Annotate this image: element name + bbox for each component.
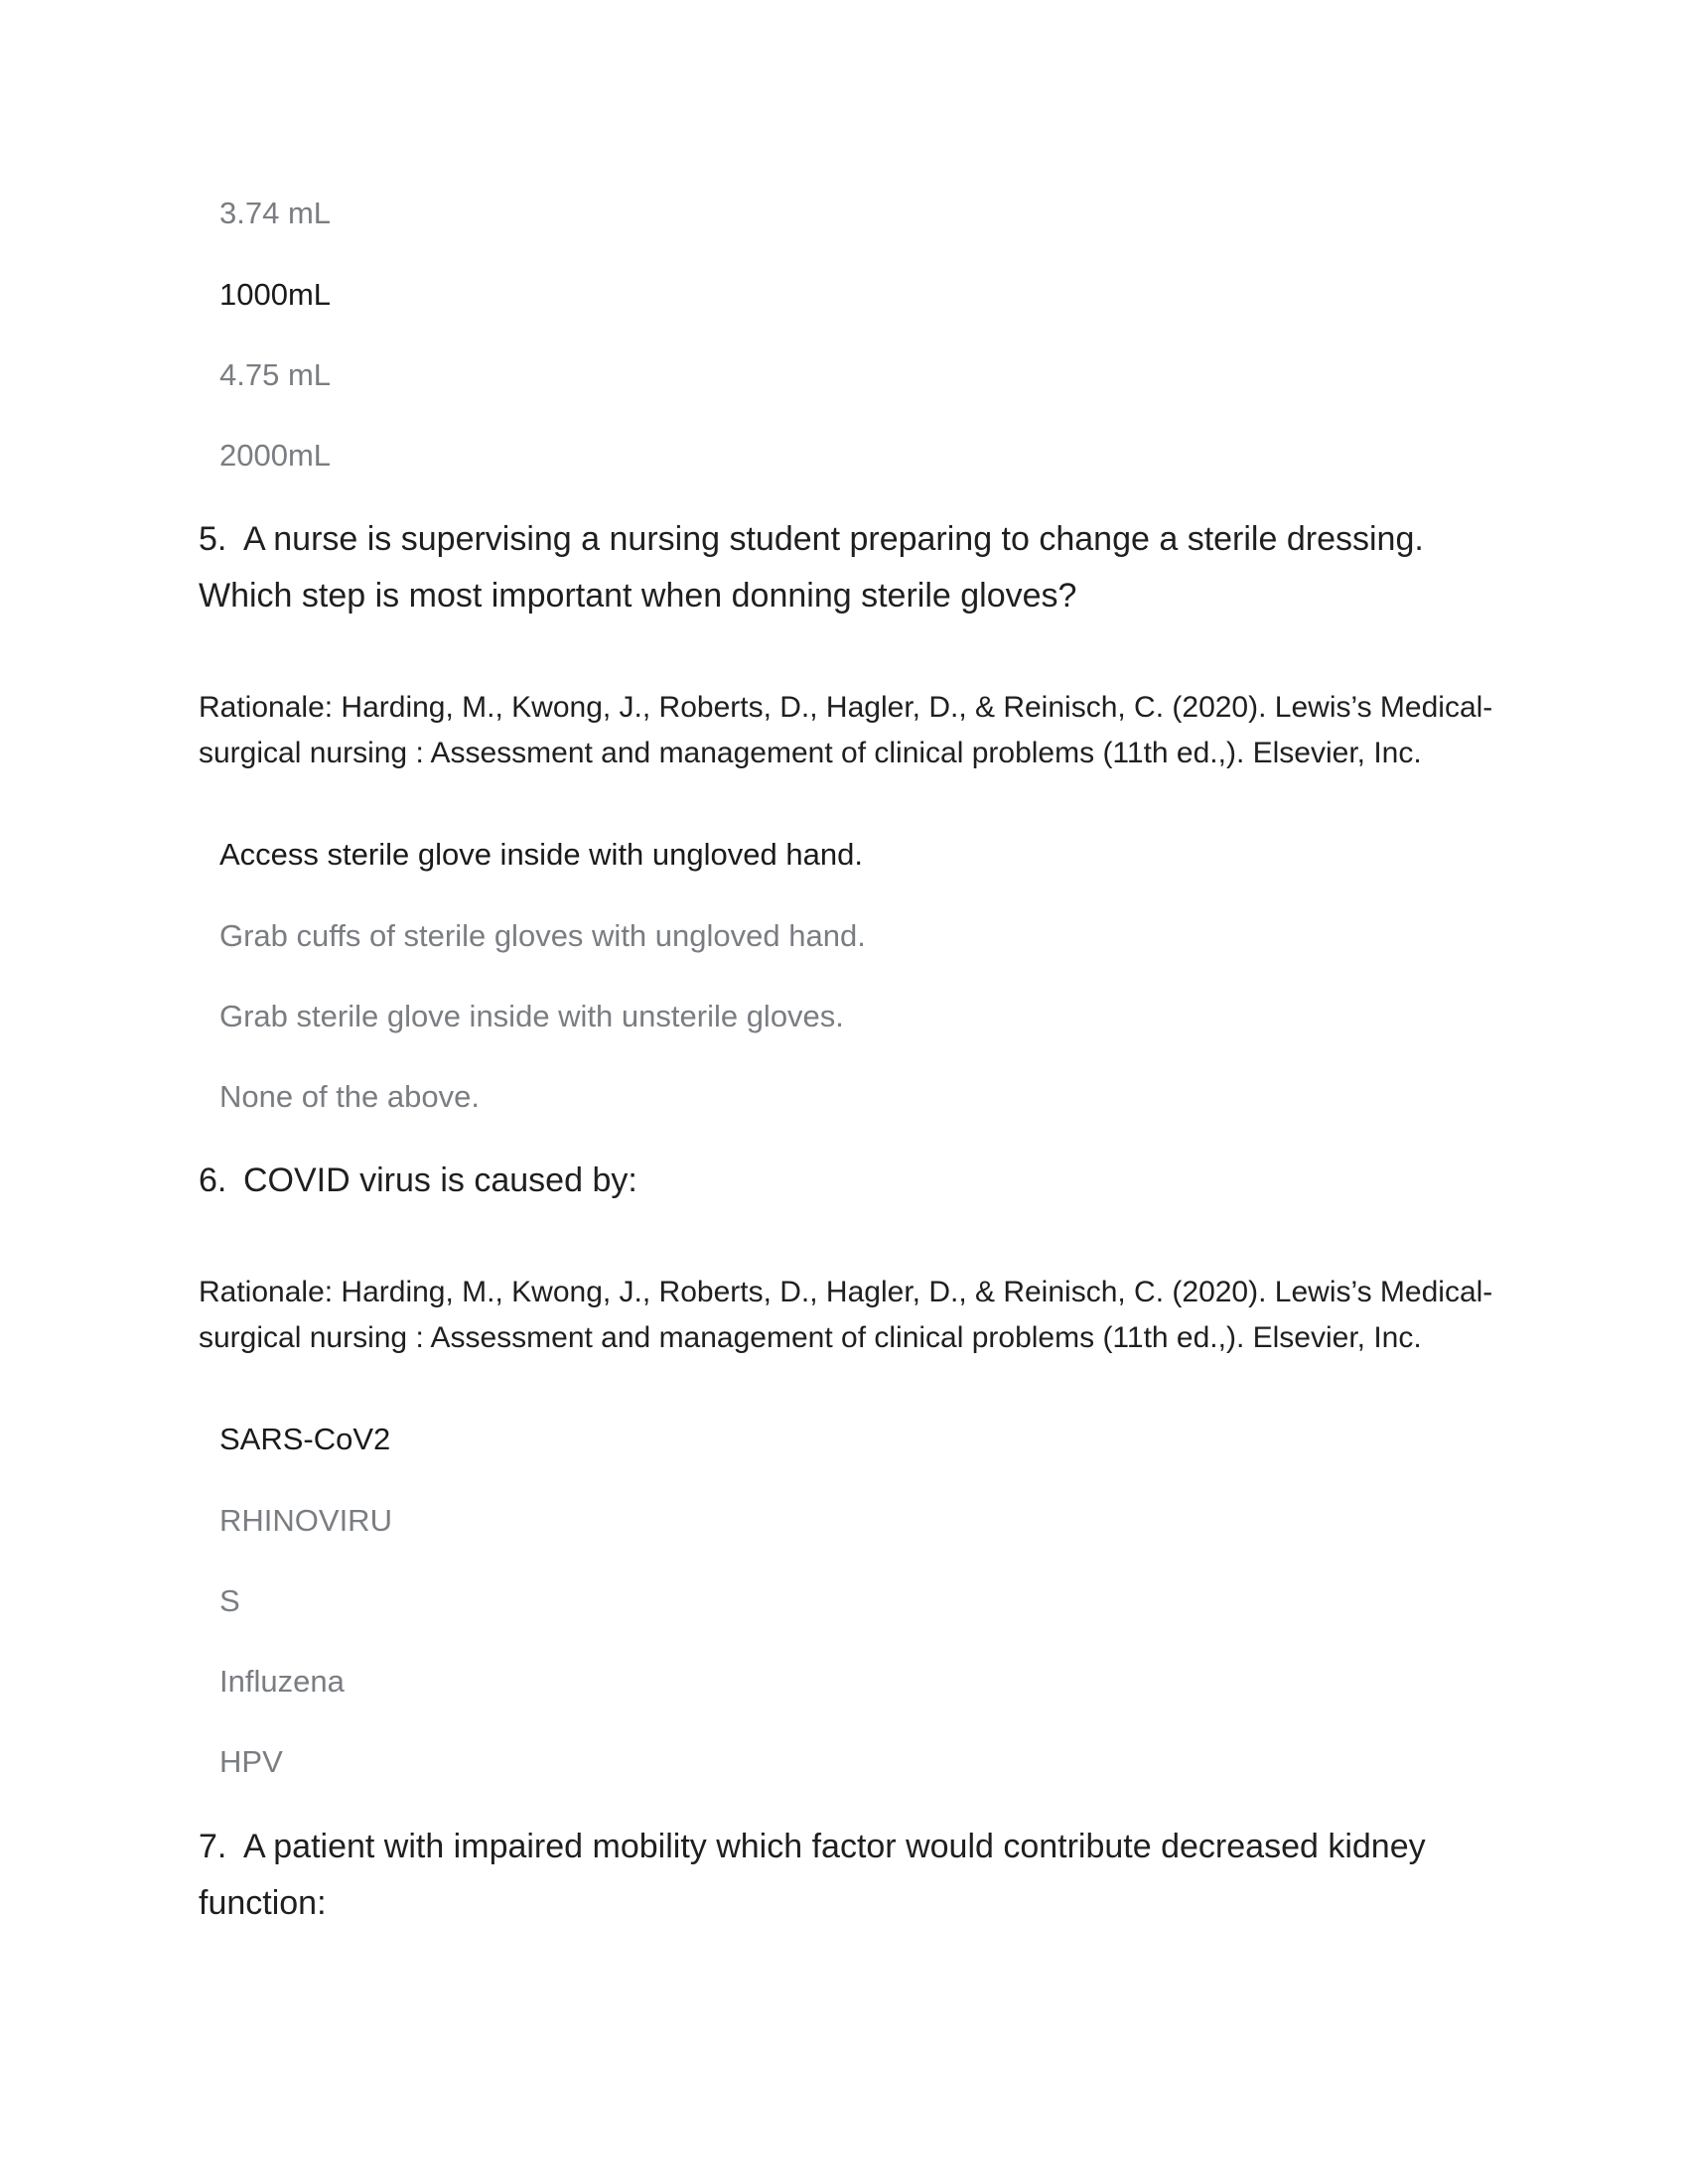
answer-option: Influzena — [219, 1664, 345, 1699]
answer-option: 3.74 mL — [219, 196, 332, 230]
answer-option: S — [219, 1583, 240, 1618]
answer-option: Grab cuffs of sterile gloves with ungloved hand. — [219, 918, 866, 953]
question-text: A nurse is supervising a nursing student preparing to change a sterile dressing. Which step is most important when donning sterile gloves? — [199, 520, 1424, 614]
question-7 — [199, 1819, 1489, 1932]
question-text: COVID virus is caused by: — [243, 1161, 637, 1199]
question-5 — [199, 511, 1489, 624]
answer-option: Grab sterile glove inside with unsterile gloves. — [219, 999, 844, 1033]
answer-option: RHINOVIRU — [219, 1503, 392, 1538]
answer-option-correct: Access sterile glove inside with ungloved hand. — [219, 837, 863, 872]
answer-option: 4.75 mL — [219, 357, 332, 392]
question-number: 7. — [199, 1828, 227, 1865]
rationale-5: Rationale: Harding, M., Kwong, J., Roberts, D., Hagler, D., & Reinisch, C. (2020). Lewis’s Medical-surgical nursing : Assessment and management of clinical problems (11th ed.,). Elsevier, Inc. — [199, 691, 1493, 769]
question-text: A patient with impaired mobility which factor would contribute decreased kidney function: — [199, 1828, 1426, 1922]
answer-option: HPV — [219, 1744, 283, 1779]
question-number: 5. — [199, 520, 227, 558]
question-number: 6. — [199, 1161, 227, 1199]
answer-option: 2000mL — [219, 438, 332, 473]
answer-option: None of the above. — [219, 1079, 480, 1114]
answer-option-correct: SARS-CoV2 — [219, 1422, 391, 1456]
answer-option-correct: 1000mL — [219, 277, 332, 312]
rationale-6: Rationale: Harding, M., Kwong, J., Roberts, D., Hagler, D., & Reinisch, C. (2020). Lewis’s Medical-surgical nursing : Assessment and management of clinical problems (11th ed.,). Elsevier, Inc. — [199, 1276, 1493, 1354]
question-6 — [199, 1153, 1489, 1209]
